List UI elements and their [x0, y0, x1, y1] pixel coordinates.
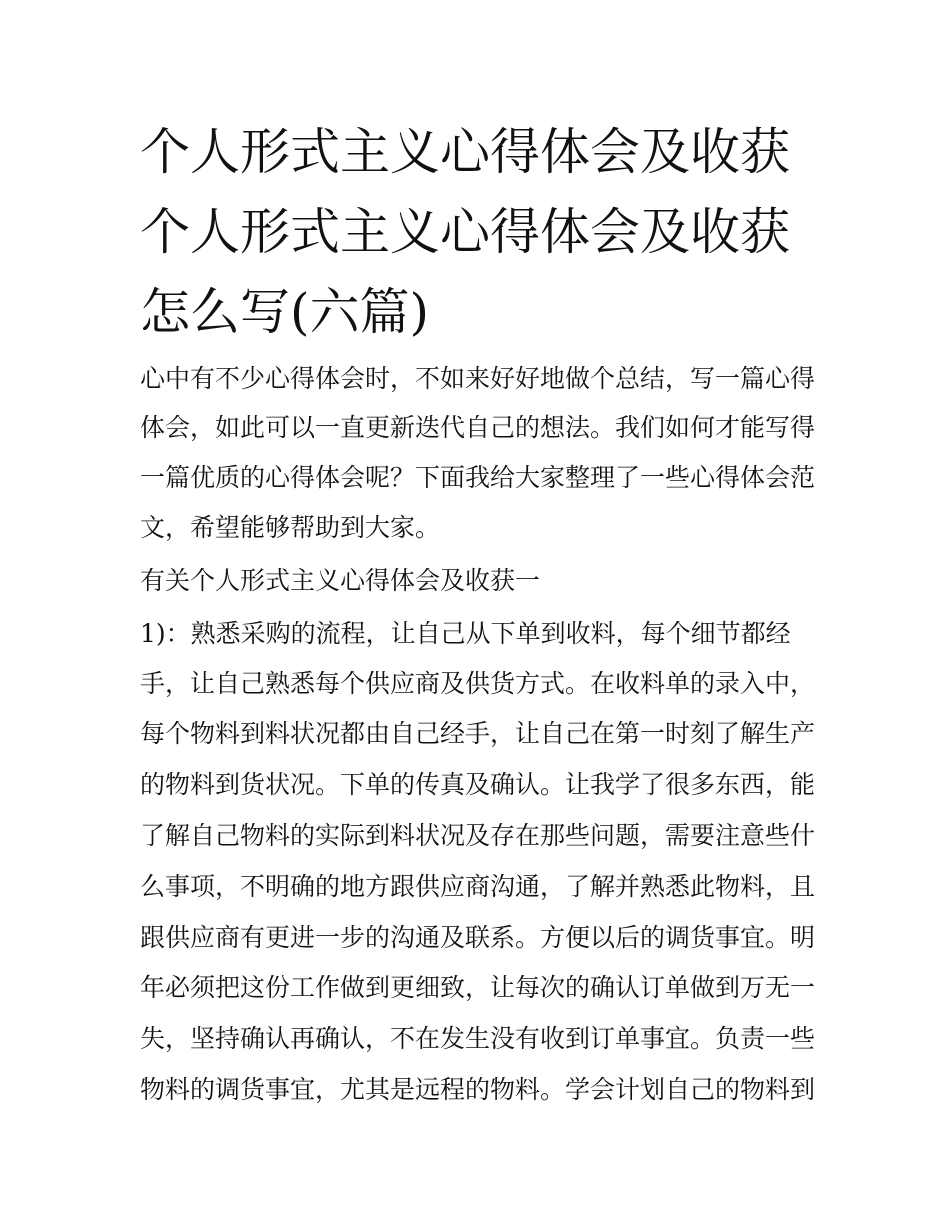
title-line-1: 个人形式主义心得体会及收获 [140, 123, 790, 181]
intro-line-1: 心中有不少心得体会时，不如来好好地做个总结，写一篇心得 [140, 364, 816, 393]
body-line-9: 失，坚持确认再确认，不在发生没有收到订单事宜。负责一些 [140, 1024, 816, 1053]
body-line-1: 1)：熟悉采购的流程，让自己从下单到收料，每个细节都经 [140, 619, 791, 648]
body-line-6: 么事项，不明确的地方跟供应商沟通，了解并熟悉此物料，且 [140, 872, 816, 901]
body-line-3: 每个物料到料状况都由自己经手，让自己在第一时刻了解生产 [140, 719, 816, 748]
body-line-8: 年必须把这份工作做到更细致，让每次的确认订单做到万无一 [140, 973, 816, 1002]
body-line-4: 的物料到货状况。下单的传真及确认。让我学了很多东西，能 [140, 770, 816, 799]
document-title [140, 112, 820, 352]
intro-line-4: 文，希望能够帮助到大家。 [140, 513, 441, 542]
intro-line-3: 一篇优质的心得体会呢？下面我给大家整理了一些心得体会范 [140, 463, 816, 492]
intro-line-2: 体会，如此可以一直更新迭代自己的想法。我们如何才能写得 [140, 413, 816, 442]
section-heading: 有关个人形式主义心得体会及收获一 [140, 566, 541, 595]
title-line-3: 怎么写(六篇) [140, 283, 430, 341]
body-line-10: 物料的调货事宜，尤其是远程的物料。学会计划自己的物料到 [140, 1075, 816, 1104]
body-line-5: 了解自己物料的实际到料状况及存在那些问题，需要注意些什 [140, 821, 816, 850]
body-line-7: 跟供应商有更进一步的沟通及联系。方便以后的调货事宜。明 [140, 923, 816, 952]
title-line-2: 个人形式主义心得体会及收获 [140, 203, 790, 261]
body-line-2: 手，让自己熟悉每个供应商及供货方式。在收料单的录入中， [140, 669, 816, 698]
